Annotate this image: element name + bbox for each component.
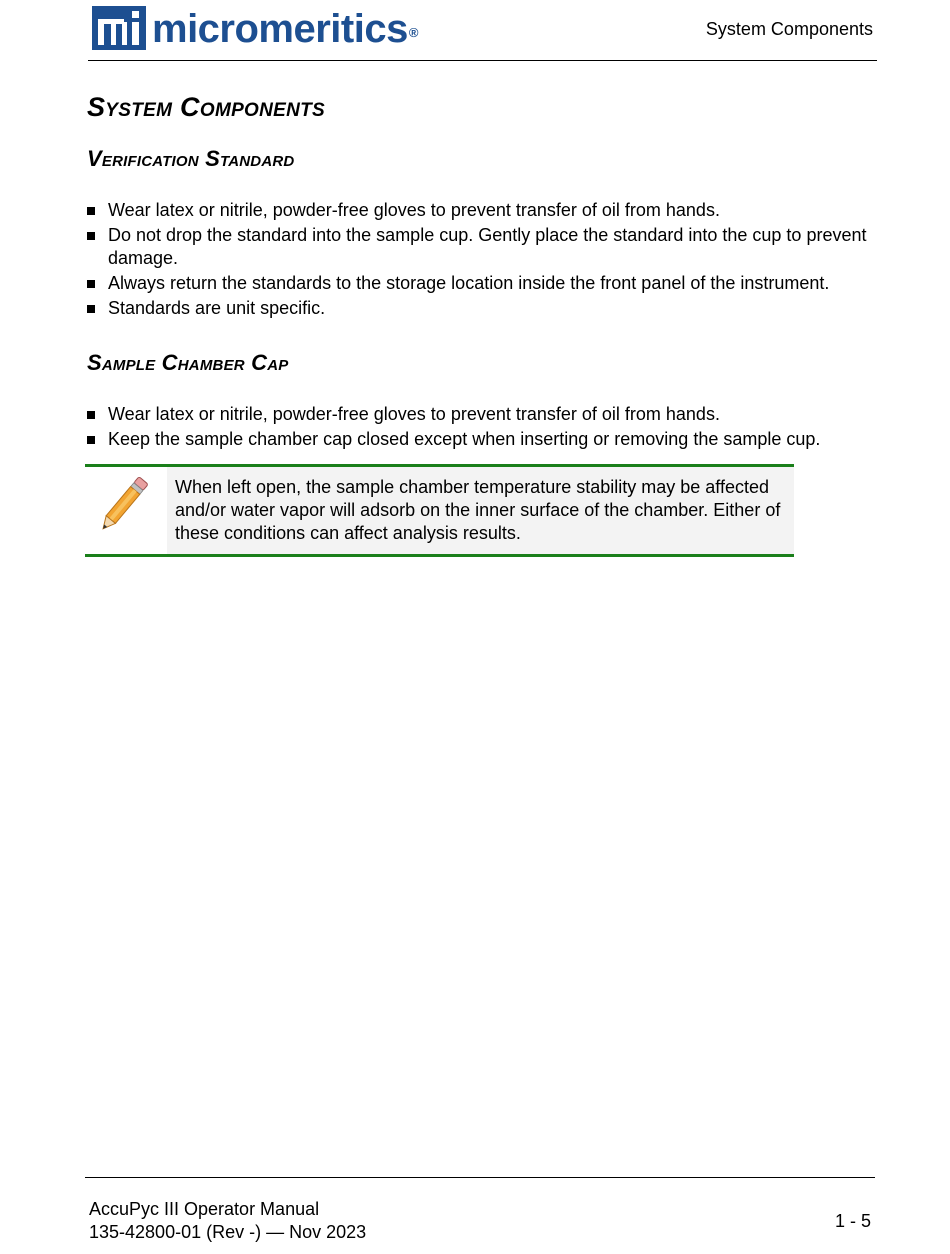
sample-chamber-cap-list [87, 403, 877, 453]
bullet-square-icon [87, 436, 95, 444]
micromeritics-logo [92, 6, 418, 50]
bullet-square-icon [87, 411, 95, 419]
registered-mark: ® [408, 25, 418, 40]
list-item: Wear latex or nitrile, powder-free gloves to prevent transfer of oil from hands. [87, 403, 877, 426]
section-heading-verification-standard: Verification Standard [87, 146, 295, 171]
list-item: Wear latex or nitrile, powder-free gloves to prevent transfer of oil from hands. [87, 199, 877, 222]
footer-doc-number: 135-42800-01 (Rev -) — Nov 2023 [89, 1222, 367, 1242]
mi-logo-icon [92, 6, 146, 50]
note-body [167, 467, 794, 554]
pencil-icon [91, 471, 155, 539]
list-item: Standards are unit specific. [87, 297, 877, 320]
logo-wordmark: micromeritics® [152, 7, 418, 51]
list-item: Do not drop the standard into the sample cup. Gently place the standard into the cup to prevent damage. [87, 224, 877, 270]
footer-manual-info [89, 1198, 366, 1244]
note-text: When left open, the sample chamber temperature stability may be affected and/or water vapor will adsorb on the inner surface of the chamber. Either of these conditions can affect analysis results. [175, 477, 781, 543]
footer-page-number: 1 - 5 [834, 1211, 871, 1231]
page-title: System Components [87, 92, 326, 122]
page-header [88, 0, 877, 61]
bullet-square-icon [87, 280, 95, 288]
bullet-square-icon [87, 305, 95, 313]
list-item: Always return the standards to the storage location inside the front panel of the instrument. [87, 272, 877, 295]
header-section-title: System Components [705, 19, 873, 39]
note-box [85, 464, 794, 557]
list-item: Keep the sample chamber cap closed except when inserting or removing the sample cup. [87, 428, 877, 451]
footer-divider [85, 1177, 875, 1178]
bullet-square-icon [87, 207, 95, 215]
footer-manual-title: AccuPyc III Operator Manual [89, 1199, 320, 1219]
section-heading-sample-chamber-cap: Sample Chamber Cap [87, 350, 289, 375]
bullet-square-icon [87, 232, 95, 240]
verification-standard-list [87, 199, 877, 322]
